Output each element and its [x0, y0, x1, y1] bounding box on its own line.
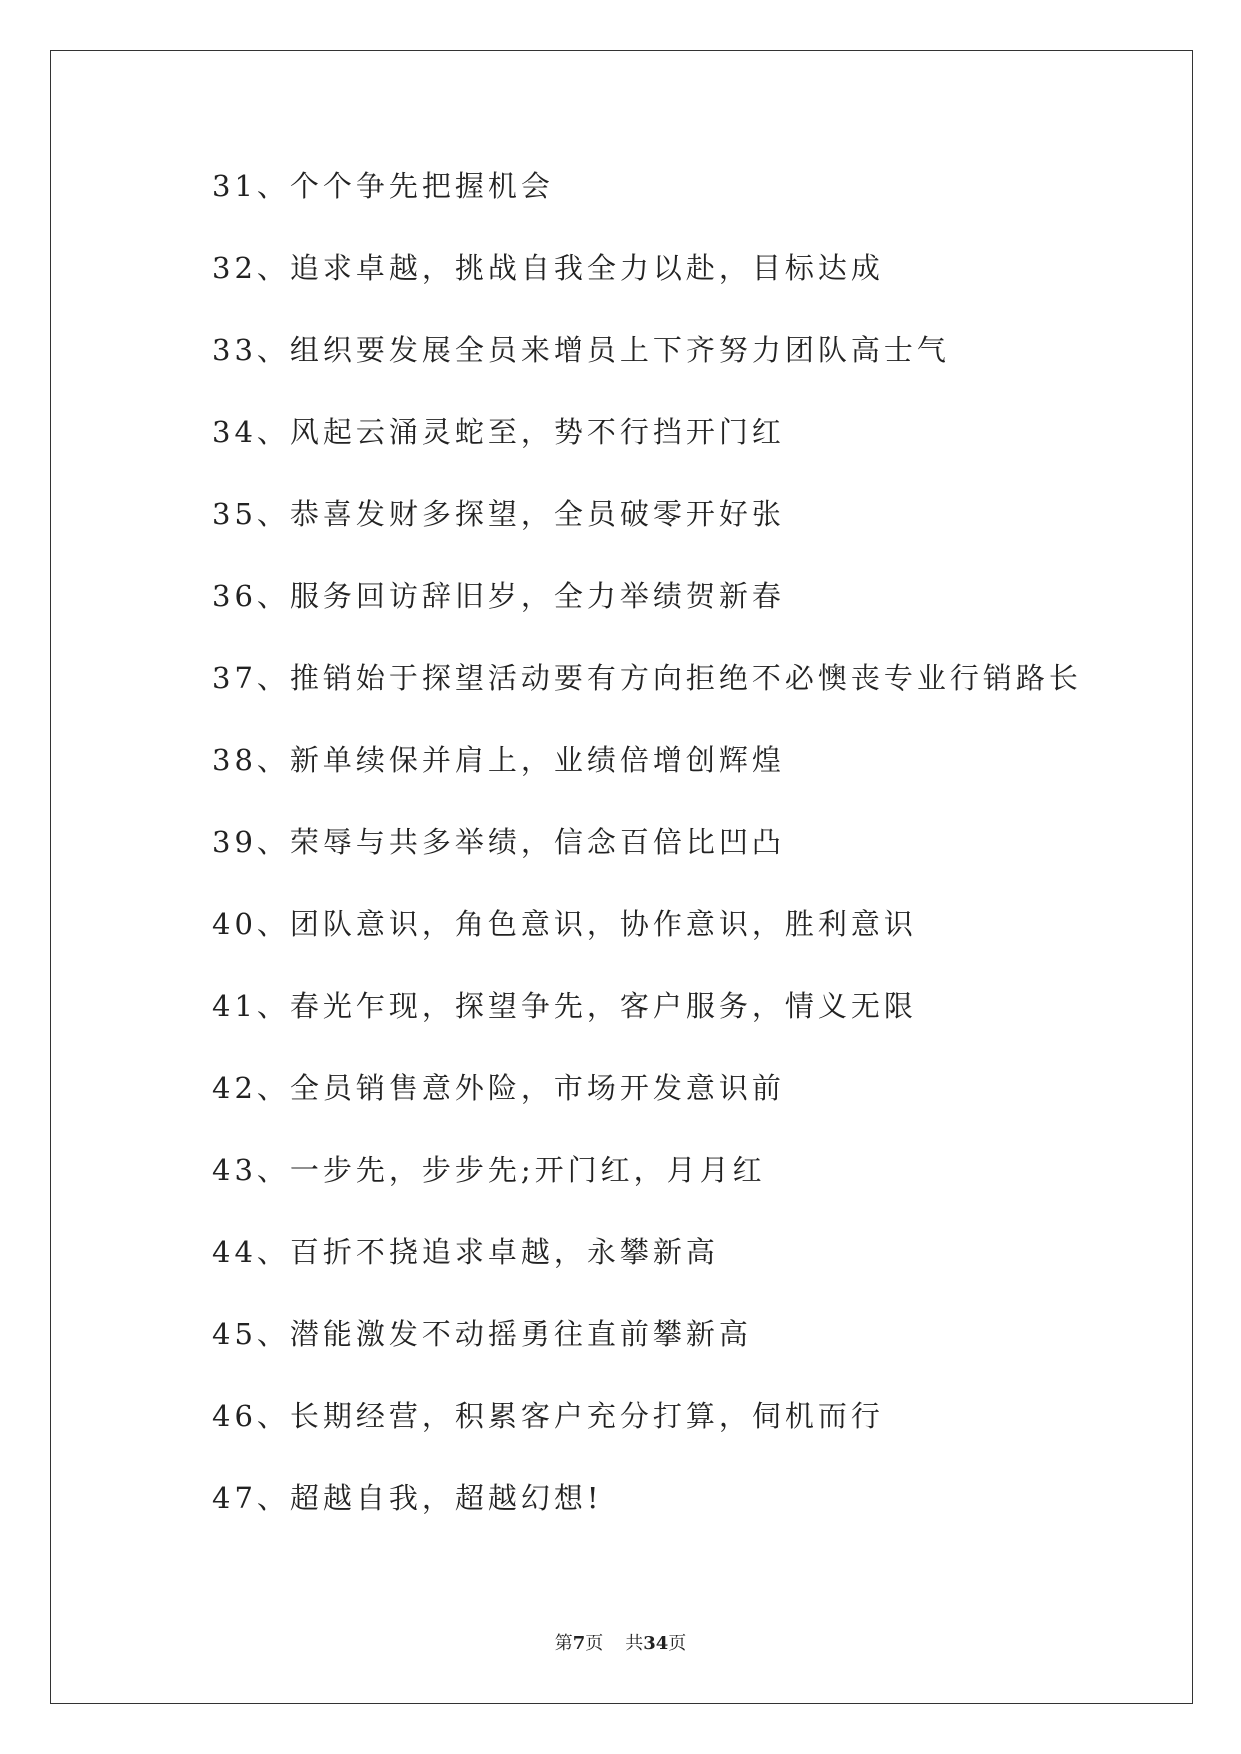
slogan-line: 36、服务回访辞旧岁，全力举绩贺新春: [212, 579, 785, 613]
slogan-line: 31、个个争先把握机会: [212, 169, 554, 203]
slogan-line: 46、长期经营，积累客户充分打算，伺机而行: [212, 1399, 884, 1433]
page-current: 7: [572, 1633, 586, 1654]
slogan-line: 41、春光乍现，探望争先，客户服务，情义无限: [212, 989, 917, 1023]
slogan-line: 37、推销始于探望活动要有方向拒绝不必懊丧专业行销路长: [212, 661, 1082, 695]
slogan-list: [212, 168, 1112, 1562]
page-total: 34: [643, 1633, 669, 1654]
page-prefix: 第: [554, 1633, 573, 1654]
slogan-line: 35、恭喜发财多探望，全员破零开好张: [212, 497, 785, 531]
total-prefix: 共: [625, 1633, 644, 1654]
page-footer: [0, 1632, 1241, 1656]
page-suffix: 页: [585, 1633, 604, 1654]
slogan-line: 33、组织要发展全员来增员上下齐努力团队高士气: [212, 333, 950, 367]
slogan-line: 44、百折不挠追求卓越，永攀新高: [212, 1235, 719, 1269]
slogan-line: 34、风起云涌灵蛇至，势不行挡开门红: [212, 415, 785, 449]
slogan-line: 39、荣辱与共多举绩，信念百倍比凹凸: [212, 825, 785, 859]
slogan-line: 43、一步先，步步先;开门红，月月红: [212, 1153, 766, 1187]
slogan-line: 38、新单续保并肩上，业绩倍增创辉煌: [212, 743, 785, 777]
slogan-line: 40、团队意识，角色意识，协作意识，胜利意识: [212, 907, 917, 941]
slogan-line: 47、超越自我，超越幻想!: [212, 1481, 603, 1515]
total-suffix: 页: [668, 1633, 687, 1654]
slogan-line: 32、追求卓越，挑战自我全力以赴，目标达成: [212, 251, 884, 285]
slogan-line: 45、潜能激发不动摇勇往直前攀新高: [212, 1317, 752, 1351]
slogan-line: 42、全员销售意外险，市场开发意识前: [212, 1071, 785, 1105]
